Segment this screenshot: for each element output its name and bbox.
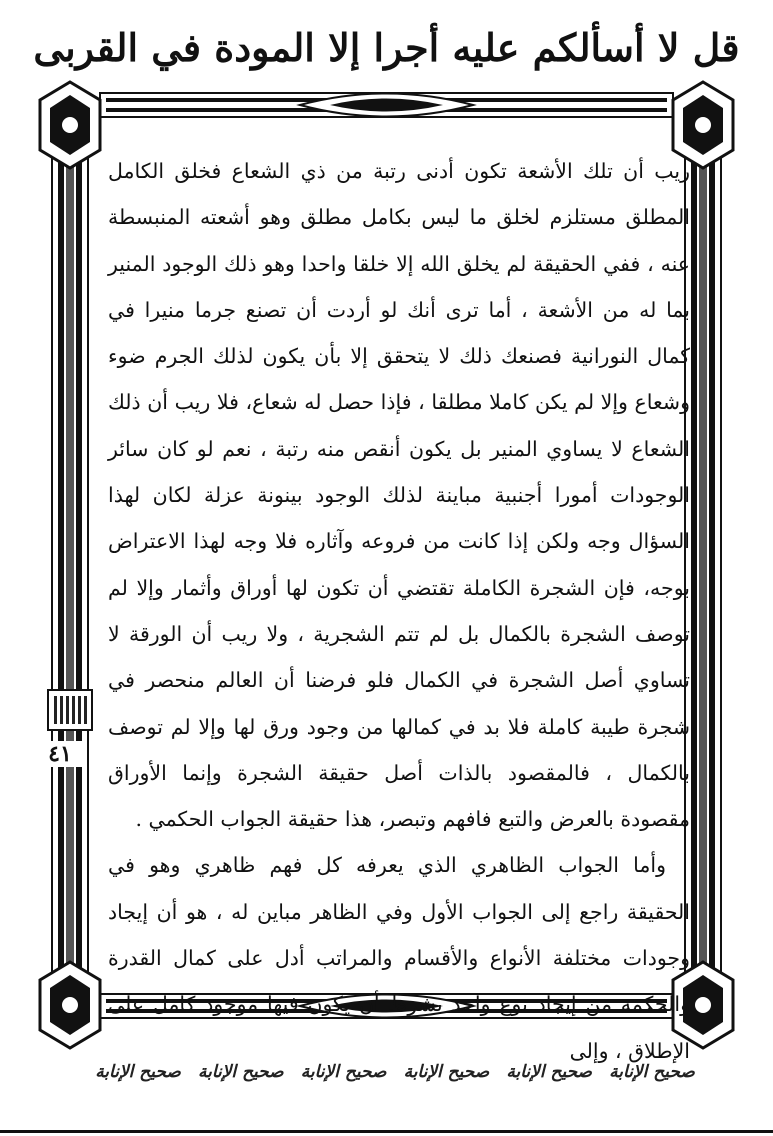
frame-top-bar [100, 93, 673, 117]
footer-calligraphy-motif: صحيح الإنابة [609, 1062, 695, 1082]
paragraph: وأما الجواب الظاهري الذي يعرفه كل فهم ظاهري وهو في الحقيقة راجع إلى الجواب الأول وفي الظاهر مباين له ، هو أن إيجاد وجودات مختلفة الأنواع والأقسام والمراتب أدل على كمال القدرة والحكمة من إيجاد نوع واحد بشرط أن يكون فيها موجود كامل على الإطلاق ، وإلى [108, 853, 690, 1063]
body-text [108, 148, 690, 1074]
corner-ornament-bottom-left [40, 962, 100, 1048]
frame-right-pillar [685, 140, 721, 980]
footer-calligraphy-motif: صحيح الإنابة [95, 1062, 181, 1082]
corner-ornament-top-left [40, 82, 100, 168]
bottom-rule [0, 1130, 773, 1133]
page-number: ٤١ [38, 741, 82, 767]
page-header-title: قل لا أسألكم عليه أجرا إلا المودة في القربى [33, 25, 740, 70]
footer-calligraphy-motif: صحيح الإنابة [300, 1062, 387, 1082]
frame-left-pillar [48, 140, 92, 980]
footer-calligraphy-motif: صحيح الإنابة [197, 1062, 284, 1082]
footer-calligraphy-motif: صحيح الإنابة [506, 1062, 592, 1082]
footer-calligraphy-band [90, 1042, 700, 1102]
footer-calligraphy-motif: صحيح الإنابة [403, 1062, 490, 1082]
paragraph: ريب أن تلك الأشعة تكون أدنى رتبة من ذي الشعاع فخلق الكامل المطلق مستلزم لخلق ما ليس بكامل مطلق وهو أشعته المنبسطة عنه ، ففي الحقيقة لم يخلق الله إلا خلقا واحدا وهو ذلك الوجود المنير بما له من الأشعة ، أما ترى أنك لو أردت أن تصنع جرما منيرا في كمال النورانية فصنعك ذلك لا يتحقق إلا بأن يكون لذلك الجرم ضوء وشعاع وإلا لم يكن كاملا مطلقا ، فإذا حصل له شعاع، فلا ريب أن ذلك الشعاع لا يساوي المنير بل يكون أنقص منه رتبة ، نعم لو كان سائر الوجودات أمورا أجنبية مباينة لذلك الوجود بينونة عزلة لكان لهذا السؤال وجه ولكن إذا كانت من فروعه وآثاره فلا وجه لهذا الاعتراض بوجه، فإن الشجرة الكاملة تقتضي أن تكون لها أوراق وأثمار وإلا لم توصف الشجرة بالكمال بل لم تتم الشجرية ، ولا ريب أن الورقة لا تساوي أصل الشجرة في الكمال فلو فرضنا أن العالم منحصر في شجرة طيبة كاملة فلا بد في كمالها من وجود ورق لها وإلا لم توصف بالكمال ، فالمقصود بالذات أصل حقيقة الشجرة وإنما الأوراق مقصودة بالعرض والتبع فافهم وتبصر، هذا حقيقة الجواب الحكمي . [108, 159, 690, 832]
